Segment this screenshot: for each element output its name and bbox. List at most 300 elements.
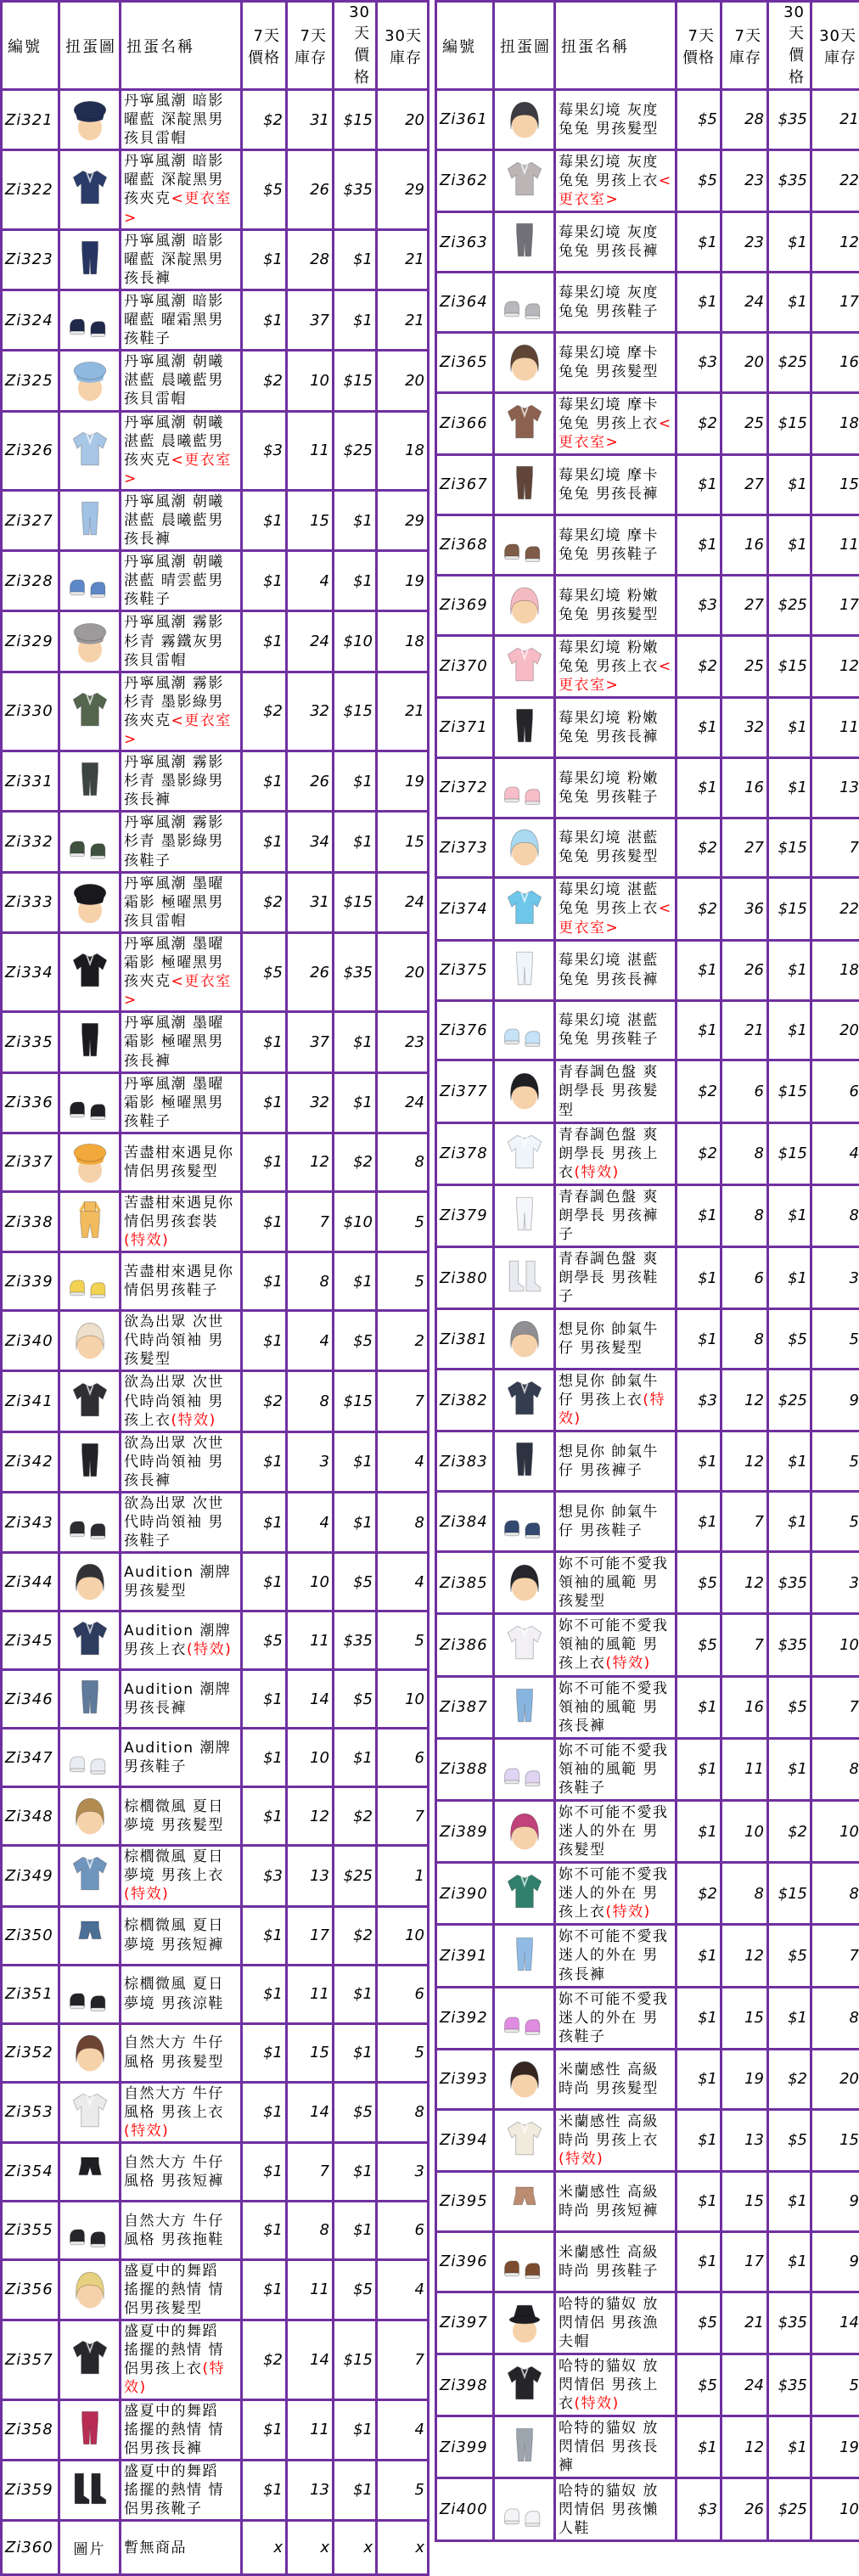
item-id: Zi390 xyxy=(436,1863,494,1925)
item-name xyxy=(121,1191,242,1251)
item-id: Zi326 xyxy=(2,411,59,490)
item-name xyxy=(555,1247,677,1309)
item-name xyxy=(555,878,677,940)
stock-30day: 15 xyxy=(811,2109,859,2171)
shoes-icon xyxy=(65,293,115,344)
stock-30day: 18 xyxy=(811,392,859,454)
price-30day: $5 xyxy=(768,2109,811,2171)
boots-icon xyxy=(499,1251,550,1302)
item-id: Zi363 xyxy=(436,212,494,273)
item-image-cell xyxy=(494,1000,555,1060)
item-image-cell xyxy=(59,2201,121,2259)
stock-30day: 5 xyxy=(377,2023,429,2082)
stock-30day: 11 xyxy=(811,697,859,757)
item-id: Zi342 xyxy=(2,1431,59,1492)
item-name xyxy=(555,2231,677,2292)
stock-30day: 12 xyxy=(811,635,859,697)
price-30day: $1 xyxy=(334,751,377,812)
item-name xyxy=(555,332,677,392)
stock-7day: 12 xyxy=(721,1925,768,1987)
price-7day: $1 xyxy=(242,1072,287,1133)
top-icon xyxy=(499,882,550,933)
item-id: Zi378 xyxy=(436,1122,494,1184)
stock-7day: 15 xyxy=(721,2171,768,2231)
stock-7day: 15 xyxy=(287,2023,334,2082)
item-name xyxy=(121,751,242,812)
price-7day: $1 xyxy=(242,490,287,550)
table-row xyxy=(2,611,429,672)
table-row xyxy=(436,392,859,454)
item-image-cell xyxy=(494,1614,555,1676)
item-name xyxy=(555,2109,677,2171)
table-row xyxy=(436,697,859,757)
price-7day: $1 xyxy=(677,212,721,273)
table-row xyxy=(436,1247,859,1309)
item-name xyxy=(555,2416,677,2478)
item-image-cell xyxy=(59,1431,121,1492)
item-name-text: 妳不可能不愛我 領袖的風範 男孩髮型 xyxy=(559,1555,669,1610)
item-name-text: 暫無商品 xyxy=(124,2539,187,2556)
stock-30day: 19 xyxy=(811,2416,859,2478)
table-row xyxy=(436,1863,859,1925)
item-name xyxy=(121,1012,242,1072)
price-7day: $1 xyxy=(677,1987,721,2049)
price-7day: $1 xyxy=(242,1311,287,1371)
stock-30day: 4 xyxy=(377,1553,429,1611)
item-name xyxy=(121,490,242,550)
item-tag-text: (特效) xyxy=(559,2151,604,2168)
pants-icon xyxy=(65,1672,115,1723)
item-name-text: 米蘭感性 高級時尚 男孩鞋子 xyxy=(559,2244,659,2280)
item-id: Zi391 xyxy=(436,1925,494,1987)
price-7day: $1 xyxy=(242,1729,287,1787)
stock-30day: 8 xyxy=(811,1184,859,1246)
table-row xyxy=(2,1965,429,2023)
shoes-icon xyxy=(65,1254,115,1305)
item-name-text: Audition 潮牌男孩長褲 xyxy=(124,1681,231,1717)
item-id: Zi358 xyxy=(2,2399,59,2460)
hairstyle-icon xyxy=(499,1555,550,1606)
item-name-text: 米蘭感性 高級時尚 男孩髮型 xyxy=(559,2061,659,2097)
item-name-text: 妳不可能不愛我 領袖的風範 男孩鞋子 xyxy=(559,1742,669,1797)
table-row xyxy=(2,1252,429,1311)
hairstyle-icon xyxy=(65,1789,115,1840)
item-image-cell xyxy=(59,1371,121,1431)
item-name xyxy=(121,229,242,290)
stock-30day: 19 xyxy=(377,751,429,812)
top-icon xyxy=(499,639,550,690)
item-name xyxy=(555,1863,677,1925)
price-7day: $2 xyxy=(242,1371,287,1431)
item-id: Zi361 xyxy=(436,90,494,150)
stock-30day: 24 xyxy=(377,872,429,932)
stock-7day: 17 xyxy=(287,1906,334,1965)
item-image-cell xyxy=(494,818,555,878)
stock-30day: 20 xyxy=(811,2049,859,2109)
pants-icon xyxy=(499,2420,550,2471)
stock-30day: 10 xyxy=(377,1670,429,1729)
top-icon xyxy=(65,1613,115,1664)
price-30day: $1 xyxy=(768,1987,811,2049)
stock-30day: 20 xyxy=(377,90,429,150)
item-image-cell xyxy=(59,1729,121,1787)
item-tag-text: <更衣室> xyxy=(559,658,672,694)
table-row xyxy=(436,272,859,332)
item-name-text: 想見你 帥氣牛仔 男孩上衣 xyxy=(559,1373,659,1409)
price-30day: $1 xyxy=(768,1492,811,1552)
item-name-text: 米蘭感性 高級時尚 男孩短褲 xyxy=(559,2184,659,2219)
item-image-cell xyxy=(59,2023,121,2082)
price-30day: $5 xyxy=(768,1309,811,1370)
item-name xyxy=(121,1670,242,1729)
item-name-text: 棕櫚微風 夏日夢境 男孩上衣 xyxy=(124,1848,224,1884)
item-name-text: 莓果幻境 粉嫩兔兔 男孩鞋子 xyxy=(559,770,659,806)
item-name xyxy=(121,1431,242,1492)
stock-7day: 34 xyxy=(287,812,334,872)
price-30day: $35 xyxy=(334,150,377,229)
stock-7day: 37 xyxy=(287,290,334,350)
column-header-stock7: 7天 庫存 xyxy=(721,2,768,90)
item-id: Zi384 xyxy=(436,1492,494,1552)
item-image-cell xyxy=(494,1492,555,1552)
price-30day: $35 xyxy=(768,2354,811,2416)
item-image-cell xyxy=(494,635,555,697)
stock-7day: 11 xyxy=(287,411,334,490)
table-row xyxy=(2,551,429,611)
stock-7day: 32 xyxy=(721,697,768,757)
item-image-cell xyxy=(59,2142,121,2201)
pants-icon xyxy=(65,493,115,544)
item-image-cell xyxy=(59,150,121,229)
shoes-icon xyxy=(65,1730,115,1781)
pants-icon xyxy=(65,1015,115,1066)
stock-30day: 8 xyxy=(377,1493,429,1553)
item-image-cell xyxy=(494,1552,555,1614)
column-header-stock7: 7天 庫存 xyxy=(287,2,334,90)
table-row xyxy=(436,2049,859,2109)
price-7day: $1 xyxy=(242,1965,287,2023)
table-row xyxy=(2,2082,429,2142)
item-id: Zi338 xyxy=(2,1191,59,1251)
price-30day: $1 xyxy=(334,1252,377,1311)
stock-30day: 6 xyxy=(377,1729,429,1787)
item-id: Zi376 xyxy=(436,1000,494,1060)
item-image-cell xyxy=(494,1431,555,1492)
column-header-name: 扭蛋名稱 xyxy=(121,2,242,90)
price-7day: $1 xyxy=(677,2049,721,2109)
item-tag-text: <更衣室> xyxy=(124,712,232,748)
table-row xyxy=(436,575,859,635)
table-row xyxy=(2,1431,429,1492)
price-7day: $1 xyxy=(242,1191,287,1251)
price-30day: $1 xyxy=(334,2142,377,2201)
item-name-text: 想見你 帥氣牛仔 男孩鞋子 xyxy=(559,1504,659,1539)
price-30day: $15 xyxy=(768,392,811,454)
price-7day: $1 xyxy=(242,2142,287,2201)
table-row xyxy=(2,872,429,932)
stock-30day: 19 xyxy=(377,551,429,611)
shoes-icon xyxy=(499,2483,550,2534)
stock-7day: 25 xyxy=(721,392,768,454)
item-image-cell xyxy=(494,515,555,575)
pants-icon xyxy=(499,1434,550,1485)
item-name xyxy=(121,2320,242,2399)
shoes-icon xyxy=(499,1742,550,1793)
item-name-text: 妳不可能不愛我 迷人的外在 男孩長褲 xyxy=(559,1928,669,1983)
item-name xyxy=(555,1552,677,1614)
item-name xyxy=(121,2460,242,2520)
table-row xyxy=(2,1787,429,1846)
price-7day: $1 xyxy=(677,2231,721,2292)
item-name xyxy=(555,2478,677,2541)
stock-30day: 20 xyxy=(377,351,429,411)
item-name-text: 莓果幻境 灰度兔兔 男孩鞋子 xyxy=(559,284,659,320)
stock-7day: 6 xyxy=(721,1060,768,1122)
shorts-icon xyxy=(499,2174,550,2225)
table-row xyxy=(2,2142,429,2201)
item-image-cell xyxy=(494,2171,555,2231)
stock-7day: 11 xyxy=(287,1611,334,1670)
stock-30day: 5 xyxy=(811,2354,859,2416)
price-30day: $2 xyxy=(334,1906,377,1965)
item-name xyxy=(121,1371,242,1431)
shoes-icon xyxy=(499,1991,550,2042)
stock-7day: 10 xyxy=(287,351,334,411)
item-name-text: 莓果幻境 灰度兔兔 男孩長褲 xyxy=(559,224,659,260)
price-7day: $1 xyxy=(677,1738,721,1800)
item-name xyxy=(555,1309,677,1370)
stock-30day: 8 xyxy=(377,1133,429,1191)
price-7day: $1 xyxy=(677,515,721,575)
stock-30day: 6 xyxy=(377,2201,429,2259)
price-7day: $1 xyxy=(242,551,287,611)
item-name-text: 莓果幻境 粉嫩兔兔 男孩長褲 xyxy=(559,710,659,745)
item-name-text: 莓果幻境 粉嫩兔兔 男孩髮型 xyxy=(559,588,659,623)
item-id: Zi344 xyxy=(2,1553,59,1611)
item-image-cell xyxy=(59,1072,121,1133)
table-row xyxy=(436,2231,859,2292)
price-30day: $15 xyxy=(768,1122,811,1184)
price-7day: $1 xyxy=(677,1492,721,1552)
table-row xyxy=(2,1493,429,1553)
shoes-icon xyxy=(65,815,115,866)
item-name xyxy=(121,2082,242,2142)
price-30day: $25 xyxy=(334,411,377,490)
table-row xyxy=(436,212,859,273)
stock-7day: 7 xyxy=(721,1492,768,1552)
price-30day: $15 xyxy=(768,1863,811,1925)
top-icon xyxy=(65,2085,115,2136)
hairstyle-icon xyxy=(65,1555,115,1606)
item-image-cell xyxy=(59,2320,121,2399)
column-header-image: 扭蛋圖 xyxy=(59,2,121,90)
item-name xyxy=(121,150,242,229)
item-id: Zi385 xyxy=(436,1552,494,1614)
table-row xyxy=(2,1191,429,1251)
pants-icon xyxy=(499,943,550,994)
price-30day: $2 xyxy=(334,1133,377,1191)
item-name-text: 丹寧風潮 霧影杉青 霧鐵灰男孩貝雷帽 xyxy=(124,614,224,668)
item-image-cell xyxy=(494,2478,555,2541)
item-image-cell xyxy=(59,551,121,611)
item-name-text: 丹寧風潮 暗影曜藍 深靛黑男孩長褲 xyxy=(124,233,224,287)
table-row xyxy=(436,1000,859,1060)
table-row xyxy=(436,1309,859,1370)
stock-7day: 26 xyxy=(721,2478,768,2541)
beret-hat-icon xyxy=(65,353,115,404)
beret-hat-icon xyxy=(65,93,115,143)
item-name xyxy=(121,351,242,411)
price-7day: $1 xyxy=(242,2259,287,2320)
stock-30day: 20 xyxy=(811,1000,859,1060)
item-tag-text: (特效) xyxy=(124,1886,169,1903)
item-id: Zi396 xyxy=(436,2231,494,2292)
item-name xyxy=(121,1906,242,1965)
column-header-id: 編號 xyxy=(2,2,59,90)
item-name xyxy=(121,1072,242,1133)
table-row xyxy=(2,672,429,751)
price-30day: $1 xyxy=(334,812,377,872)
shoes-icon xyxy=(65,1967,115,2018)
item-image-cell xyxy=(494,1247,555,1309)
item-id: Zi397 xyxy=(436,2292,494,2354)
column-header-price7: 7天 價格 xyxy=(242,2,287,90)
item-id: Zi351 xyxy=(2,1965,59,2023)
top-icon xyxy=(499,397,550,447)
item-id: Zi357 xyxy=(2,2320,59,2399)
pants-icon xyxy=(65,233,115,284)
stock-7day: 32 xyxy=(287,1072,334,1133)
item-image-cell xyxy=(494,878,555,940)
item-name xyxy=(121,1787,242,1846)
item-image-cell xyxy=(59,411,121,490)
stock-30day: 4 xyxy=(377,1431,429,1492)
item-name xyxy=(121,1553,242,1611)
column-header-image: 扭蛋圖 xyxy=(494,2,555,90)
item-id: Zi373 xyxy=(436,818,494,878)
price-30day: $10 xyxy=(334,611,377,672)
item-name-text: 妳不可能不愛我 迷人的外在 男孩上衣 xyxy=(559,1866,669,1921)
price-7day: $1 xyxy=(242,1431,287,1492)
stock-7day: 14 xyxy=(287,2082,334,2142)
stock-30day: 5 xyxy=(377,1611,429,1670)
price-30day: $5 xyxy=(334,1553,377,1611)
item-name-text: 苦盡柑來遇見你 情侶男孩髮型 xyxy=(124,1145,234,1180)
item-name-text: 青春調色盤 爽朗學長 男孩髮型 xyxy=(559,1064,659,1118)
stock-30day: 8 xyxy=(811,1738,859,1800)
table-row xyxy=(2,290,429,350)
column-header-id: 編號 xyxy=(436,2,494,90)
item-name-text: 丹寧風潮 暗影曜藍 深靛黑男孩夾克 xyxy=(124,153,224,207)
item-name-text: 青春調色盤 爽朗學長 男孩上衣 xyxy=(559,1127,659,1181)
price-7day: $1 xyxy=(677,1925,721,1987)
stock-30day: 22 xyxy=(811,878,859,940)
item-name-text: 自然大方 牛仔風格 男孩上衣 xyxy=(124,2085,224,2121)
stock-30day: 15 xyxy=(377,812,429,872)
price-7day: $1 xyxy=(677,757,721,818)
price-7day: x xyxy=(242,2521,287,2575)
item-id: Zi389 xyxy=(436,1800,494,1862)
stock-7day: x xyxy=(287,2521,334,2575)
item-id: Zi337 xyxy=(2,1133,59,1191)
table-row xyxy=(2,2259,429,2320)
price-7day: $1 xyxy=(242,611,287,672)
item-name-text: 莓果幻境 灰度兔兔 男孩髮型 xyxy=(559,102,659,138)
price-30day: $35 xyxy=(768,2292,811,2354)
price-30day: $1 xyxy=(768,1000,811,1060)
pants-icon xyxy=(499,1929,550,1980)
price-30day: $5 xyxy=(334,1311,377,1371)
price-30day: $5 xyxy=(334,2082,377,2142)
column-header-name: 扭蛋名稱 xyxy=(555,2,677,90)
item-id: Zi354 xyxy=(2,2142,59,2201)
item-image-cell xyxy=(494,1370,555,1431)
price-7day: $5 xyxy=(242,1611,287,1670)
item-name xyxy=(555,575,677,635)
table-row xyxy=(2,751,429,812)
price-30day: $2 xyxy=(334,1787,377,1846)
hairstyle-icon xyxy=(499,2052,550,2103)
stock-7day: 8 xyxy=(721,1122,768,1184)
stock-7day: 24 xyxy=(721,272,768,332)
top-icon xyxy=(499,2358,550,2409)
price-7day: $1 xyxy=(242,1012,287,1072)
item-tag-text: (特效) xyxy=(171,1412,216,1429)
stock-7day: 26 xyxy=(287,932,334,1011)
stock-7day: 11 xyxy=(287,2399,334,2460)
item-name xyxy=(555,1987,677,2049)
item-name-text: 妳不可能不愛我 迷人的外在 男孩髮型 xyxy=(559,1804,669,1859)
item-id: Zi327 xyxy=(2,490,59,550)
item-name-text: 丹寧風潮 霧影杉青 墨影綠男孩夾克 xyxy=(124,675,224,729)
stock-7day: 20 xyxy=(721,332,768,392)
stock-7day: 11 xyxy=(287,1965,334,2023)
item-id: Zi394 xyxy=(436,2109,494,2171)
item-name-text: 妳不可能不愛我 迷人的外在 男孩鞋子 xyxy=(559,1991,669,2045)
price-30day: $1 xyxy=(334,2201,377,2259)
item-id: Zi381 xyxy=(436,1309,494,1370)
table-row xyxy=(436,149,859,211)
stock-7day: 12 xyxy=(721,2416,768,2478)
item-image-cell xyxy=(494,1184,555,1246)
table-row xyxy=(2,1553,429,1611)
hairstyle-icon xyxy=(499,1312,550,1363)
item-image-cell xyxy=(494,90,555,150)
price-7day: $1 xyxy=(677,1247,721,1309)
price-30day: $15 xyxy=(334,351,377,411)
item-name xyxy=(555,1122,677,1184)
item-image-cell xyxy=(494,272,555,332)
stock-30day: 1 xyxy=(377,1846,429,1906)
stock-7day: 27 xyxy=(721,575,768,635)
price-30day: $35 xyxy=(334,1611,377,1670)
item-name-text: 丹寧風潮 暗影曜藍 深靛黑男孩貝雷帽 xyxy=(124,93,224,147)
shoes-icon xyxy=(499,518,550,569)
table-row xyxy=(2,1072,429,1133)
item-name xyxy=(555,697,677,757)
stock-30day: 4 xyxy=(811,1122,859,1184)
item-image-cell xyxy=(59,1670,121,1729)
price-7day: $3 xyxy=(677,575,721,635)
table-row xyxy=(436,1492,859,1552)
stock-30day: 21 xyxy=(377,229,429,290)
item-id: Zi370 xyxy=(436,635,494,697)
price-30day: $5 xyxy=(334,1670,377,1729)
item-image-cell xyxy=(494,757,555,818)
stock-30day: 8 xyxy=(377,2082,429,2142)
item-name xyxy=(121,1493,242,1553)
hairstyle-icon xyxy=(499,578,550,629)
